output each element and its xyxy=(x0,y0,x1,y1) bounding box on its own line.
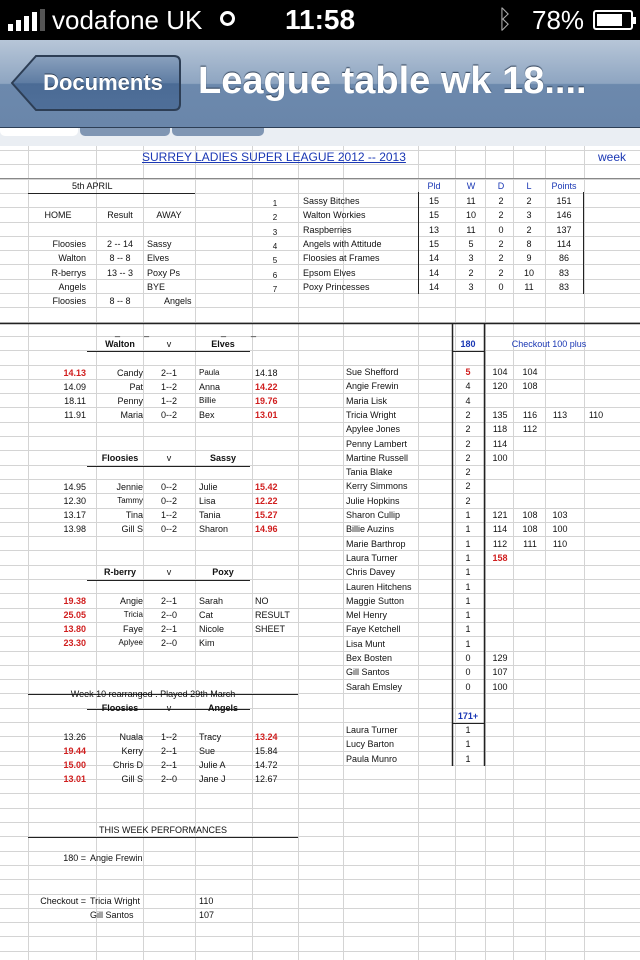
home-average: 19.38 xyxy=(63,595,86,606)
navigation-bar xyxy=(0,40,640,128)
week-label: week xyxy=(598,150,627,164)
stats-180-count: 1 xyxy=(465,638,471,649)
stats-player: Julie Hopkins xyxy=(346,495,400,506)
stats-180-count: 2 xyxy=(465,438,471,449)
away-player: Julie A xyxy=(199,760,226,771)
away-player: Sarah xyxy=(199,595,224,606)
away-average: NO xyxy=(255,595,269,606)
match-score: 2--1 xyxy=(160,760,177,771)
stats-171-player: Laura Turner xyxy=(346,725,398,735)
home-average: 14.95 xyxy=(63,481,86,492)
stats-checkout: 104 xyxy=(492,367,508,377)
away-player: Lisa xyxy=(199,495,216,506)
away-player: Tracy xyxy=(199,731,222,742)
away-player: Billie xyxy=(199,396,216,406)
stats-180-header: 180 xyxy=(460,339,476,349)
stats-player: Lauren Hitchens xyxy=(346,581,412,592)
stats-180-count: 1 xyxy=(465,581,471,592)
away-average: SHEET xyxy=(255,624,286,635)
league-header: Pld xyxy=(427,181,441,191)
league-stat: 114 xyxy=(556,238,572,249)
match-home: Floosies xyxy=(101,453,139,463)
league-position: 2 xyxy=(272,213,278,223)
match-score: 0--2 xyxy=(160,524,177,535)
home-player: Tina xyxy=(125,510,143,521)
fixture-result: 2 -- 14 xyxy=(106,239,133,249)
performance-checkout-name: Tricia Wright xyxy=(90,896,141,906)
away-average: 14.96 xyxy=(255,524,278,535)
home-average: 23.30 xyxy=(63,638,86,649)
league-stat: 14 xyxy=(428,281,439,292)
match-score: 1--2 xyxy=(160,381,177,392)
stats-checkout: 135 xyxy=(492,409,508,420)
stats-180-count: 2 xyxy=(465,452,471,463)
league-header: D xyxy=(497,181,505,191)
league-stat: 2 xyxy=(526,196,532,206)
fixture-home: Floosies xyxy=(52,296,86,307)
away-average: 13.24 xyxy=(255,731,278,742)
stats-checkout: 108 xyxy=(522,381,538,392)
spreadsheet[interactable] xyxy=(0,146,640,960)
fixtures-header: Result xyxy=(107,210,133,220)
sheet-tabs xyxy=(0,128,640,146)
away-player: Sharon xyxy=(199,524,229,535)
stats-player: Martine Russell xyxy=(346,452,409,463)
battery-icon xyxy=(593,10,633,30)
league-team: Poxy Princesses xyxy=(303,281,370,292)
fixtures-date: 5th APRIL xyxy=(72,181,113,191)
stats-player: Billie Auzins xyxy=(346,524,395,535)
league-stat: 11 xyxy=(466,196,476,206)
stats-checkout: 113 xyxy=(552,409,568,420)
league-header: L xyxy=(526,181,532,191)
stats-player: Mel Henry xyxy=(346,610,388,621)
league-stat: 151 xyxy=(556,196,572,206)
stats-180-count: 1 xyxy=(465,624,471,635)
league-team: Sassy Bitches xyxy=(303,196,360,206)
stats-player: Bex Bosten xyxy=(346,653,393,663)
league-header: W xyxy=(466,181,476,191)
stats-checkout: 100 xyxy=(492,681,508,692)
stats-player: Kerry Simmons xyxy=(346,481,408,492)
league-stat: 2 xyxy=(498,196,504,206)
home-player: Nuala xyxy=(119,731,143,742)
stats-180-count: 1 xyxy=(465,538,471,549)
match-score: 2--0 xyxy=(160,638,177,649)
match-home: Walton xyxy=(105,339,135,349)
match-score: 0--2 xyxy=(160,481,177,492)
home-player: Maria xyxy=(120,410,143,421)
stats-180-count: 2 xyxy=(465,467,471,478)
stats-player: Angie Frewin xyxy=(346,381,399,392)
home-player: Penny xyxy=(117,396,143,407)
league-team: Angels with Attitude xyxy=(303,238,382,249)
stats-171-player: Paula Munro xyxy=(346,753,398,764)
league-stat: 3 xyxy=(468,281,474,292)
match-away: Angels xyxy=(207,703,238,713)
league-stat: 0 xyxy=(498,281,504,292)
fixtures-header: AWAY xyxy=(156,210,182,220)
fixture-away: Elves xyxy=(147,253,170,264)
away-player: Bex xyxy=(199,410,215,421)
stats-checkout: 104 xyxy=(522,367,538,377)
stats-checkout: 116 xyxy=(522,409,538,420)
stats-checkout: 158 xyxy=(492,552,508,563)
signal-icon xyxy=(8,9,45,31)
stats-player: Sharon Cullip xyxy=(346,510,401,520)
league-stat: 10 xyxy=(465,210,476,221)
stats-checkout-header: Checkout 100 plus xyxy=(511,339,587,349)
league-team: Epsom Elves xyxy=(303,267,356,278)
dash: _ xyxy=(115,327,121,337)
home-average: 13.80 xyxy=(63,624,86,635)
league-header: Points xyxy=(551,181,577,191)
stats-checkout: 111 xyxy=(523,538,537,549)
stats-180-count: 0 xyxy=(465,653,471,663)
league-stat: 83 xyxy=(558,267,569,278)
home-average: 12.30 xyxy=(63,495,86,506)
clock: 11:58 xyxy=(285,4,356,35)
match-v: v xyxy=(166,453,172,463)
stats-checkout: 110 xyxy=(552,538,568,549)
status-bar xyxy=(0,0,640,40)
away-average: 14.22 xyxy=(255,381,278,392)
stats-checkout: 120 xyxy=(492,381,508,392)
stats-171-count: 1 xyxy=(465,725,471,735)
match-score: 2--1 xyxy=(160,367,177,378)
home-average: 13.98 xyxy=(63,524,86,535)
league-stat: 13 xyxy=(428,224,439,235)
match-score: 2--1 xyxy=(160,595,177,606)
stats-180-count: 2 xyxy=(465,409,471,420)
stats-180-count: 2 xyxy=(465,481,471,492)
league-stat: 15 xyxy=(428,196,439,206)
fixture-home: Angels xyxy=(58,281,86,292)
match-score: 2--1 xyxy=(160,745,177,756)
fixture-away: Sassy xyxy=(147,239,172,249)
match-home: Floosies xyxy=(101,703,139,713)
stats-180-count: 1 xyxy=(465,552,471,563)
league-stat: 11 xyxy=(524,281,534,292)
stats-171-header: 171+ xyxy=(457,711,479,721)
league-stat: 10 xyxy=(523,267,534,278)
away-average: 12.67 xyxy=(255,774,278,785)
match-away: Poxy xyxy=(212,567,234,577)
away-average: 13.01 xyxy=(255,410,278,421)
home-player: Jennie xyxy=(116,481,143,492)
stats-checkout: 121 xyxy=(492,510,508,520)
league-stat: 15 xyxy=(428,210,439,221)
match-score: 1--2 xyxy=(160,396,177,407)
home-player: Kerry xyxy=(121,745,143,756)
match-v: v xyxy=(166,703,172,713)
match-score: 1--2 xyxy=(160,510,177,521)
home-player: Faye xyxy=(122,624,143,635)
stats-player: Tania Blake xyxy=(346,467,393,478)
league-stat: 2 xyxy=(498,238,504,249)
home-player: Candy xyxy=(116,367,143,378)
stats-player: Marie Barthrop xyxy=(346,538,406,549)
home-average: 14.09 xyxy=(63,381,86,392)
match-score: 2--0 xyxy=(160,609,177,620)
stats-player: Maggie Sutton xyxy=(346,595,405,606)
document-title: League table wk 18.... xyxy=(198,60,587,102)
stats-180-count: 2 xyxy=(465,424,471,435)
away-average: 15.27 xyxy=(255,510,278,521)
league-stat: 2 xyxy=(498,210,504,221)
league-stat: 14 xyxy=(428,267,439,278)
away-player: Anna xyxy=(199,381,221,392)
home-player: Pat xyxy=(129,381,143,392)
match-note: Week 10 rearranged . Played 29th March xyxy=(70,689,236,699)
sheet-title: SURREY LADIES SUPER LEAGUE 2012 -- 2013 xyxy=(142,150,406,164)
league-stat: 2 xyxy=(498,267,504,278)
fixture-result: 13 -- 3 xyxy=(106,267,133,278)
dash: _ xyxy=(251,327,257,337)
stats-player: Tricia Wright xyxy=(346,409,397,420)
away-player: Paula xyxy=(199,367,220,377)
fixture-away: Poxy Ps xyxy=(147,267,181,278)
performances-title: THIS WEEK PERFORMANCES xyxy=(98,825,227,835)
performance-checkout-name: Gill Santos xyxy=(90,910,134,921)
league-position: 4 xyxy=(272,241,278,251)
league-stat: 5 xyxy=(468,238,474,249)
stats-player: Gill Santos xyxy=(346,667,390,678)
bluetooth-icon: ᛒ xyxy=(497,4,513,34)
league-position: 3 xyxy=(272,227,278,237)
fixture-result: 8 -- 8 xyxy=(109,296,131,307)
match-home: R-berry xyxy=(103,567,136,577)
fixtures-header: HOME xyxy=(44,210,72,220)
stats-171-player: Lucy Barton xyxy=(346,739,395,750)
league-position: 1 xyxy=(272,199,278,208)
stats-checkout: 112 xyxy=(522,424,538,435)
away-average: 19.76 xyxy=(255,396,278,407)
away-player: Julie xyxy=(199,481,218,492)
stats-180-count: 4 xyxy=(465,395,471,406)
stats-checkout: 103 xyxy=(552,510,568,520)
match-score: 0--2 xyxy=(160,495,177,506)
back-button[interactable] xyxy=(10,54,182,112)
away-average: 12.22 xyxy=(255,495,278,506)
league-stat: 14 xyxy=(428,253,439,264)
stats-180-count: 0 xyxy=(465,681,471,692)
league-stat: 3 xyxy=(468,253,474,264)
stats-player: Sarah Emsley xyxy=(346,681,403,692)
stats-checkout: 107 xyxy=(492,667,508,678)
away-player: Kim xyxy=(199,638,215,649)
stats-180-count: 4 xyxy=(465,381,471,392)
home-average: 25.05 xyxy=(63,609,86,620)
home-average: 18.11 xyxy=(64,396,86,407)
home-player: Chris D xyxy=(112,760,143,771)
stats-180-count: 1 xyxy=(465,595,471,606)
league-stat: 83 xyxy=(558,281,569,292)
away-average: 14.18 xyxy=(255,367,278,378)
away-player: Nicole xyxy=(199,624,225,635)
stats-player: Chris Davey xyxy=(346,567,396,578)
home-average: 13.26 xyxy=(63,731,86,742)
match-score: 0--2 xyxy=(160,410,177,421)
league-stat: 3 xyxy=(526,210,532,221)
stats-180-count: 5 xyxy=(465,367,471,377)
stats-171-count: 1 xyxy=(465,753,471,764)
stats-180-count: 1 xyxy=(465,510,471,520)
away-average: 15.84 xyxy=(255,745,278,756)
stats-checkout: 108 xyxy=(522,524,538,535)
match-score: 2--0 xyxy=(160,774,177,785)
league-stat: 2 xyxy=(498,253,504,264)
stats-player: Penny Lambert xyxy=(346,438,408,449)
home-player: Tammy xyxy=(117,495,143,505)
sheet-tab-1[interactable] xyxy=(0,128,78,136)
stats-player: Apylee Jones xyxy=(346,424,401,435)
stats-checkout: 110 xyxy=(588,409,604,420)
home-player: Angie xyxy=(119,595,143,606)
stats-checkout: 100 xyxy=(552,524,568,535)
home-player: Aplyee xyxy=(118,638,143,648)
league-position: 6 xyxy=(272,270,278,280)
match-score: 2--1 xyxy=(160,624,177,635)
fixture-away: BYE xyxy=(147,281,166,292)
match-v: v xyxy=(166,567,172,577)
stats-checkout: 100 xyxy=(492,452,508,463)
stats-180-count: 1 xyxy=(465,567,471,578)
league-stat: 9 xyxy=(526,253,532,264)
stats-180-count: 1 xyxy=(465,610,471,621)
fixture-home: R-berrys xyxy=(51,267,86,278)
match-score: 1--2 xyxy=(160,731,177,742)
stats-171-count: 1 xyxy=(465,739,471,750)
dash: _ xyxy=(221,327,227,337)
away-average: 15.42 xyxy=(255,481,278,492)
battery-percent: 78% xyxy=(532,5,585,35)
away-average: RESULT xyxy=(255,609,290,620)
away-average: 14.72 xyxy=(255,760,278,771)
league-stat: 0 xyxy=(498,224,504,235)
stats-player: Maria Lisk xyxy=(346,395,388,406)
performance-180-name: Angie Frewin xyxy=(90,853,143,863)
home-player: Tricia xyxy=(123,609,143,619)
performance-180-label: 180 = xyxy=(63,853,86,863)
stats-player: Laura Turner xyxy=(346,552,398,563)
performance-checkout-value: 110 xyxy=(199,896,214,906)
home-average: 11.91 xyxy=(64,410,86,421)
stats-checkout: 112 xyxy=(492,538,508,549)
home-average: 13.01 xyxy=(63,774,86,785)
activity-icon xyxy=(220,11,235,26)
back-button-label: Documents xyxy=(43,70,163,95)
league-team: Floosies at Frames xyxy=(303,253,380,264)
league-stat: 137 xyxy=(556,224,572,235)
stats-checkout: 114 xyxy=(492,524,508,535)
carrier-name: vodafone UK xyxy=(52,5,203,35)
league-team: Walton Workies xyxy=(303,210,366,221)
match-away: Elves xyxy=(211,339,235,349)
away-player: Tania xyxy=(199,510,221,521)
stats-checkout: 114 xyxy=(492,438,508,449)
league-stat: 8 xyxy=(526,238,532,249)
stats-checkout: 129 xyxy=(492,653,508,663)
stats-checkout: 118 xyxy=(492,424,508,435)
away-player: Cat xyxy=(199,609,214,620)
stats-180-count: 1 xyxy=(465,524,471,535)
league-position: 5 xyxy=(272,256,278,266)
away-player: Sue xyxy=(199,745,216,756)
home-average: 19.44 xyxy=(63,745,86,756)
stats-180-count: 0 xyxy=(465,667,471,678)
league-stat: 2 xyxy=(468,267,474,278)
fixture-away: Angels xyxy=(164,296,192,307)
match-v: v xyxy=(166,339,172,349)
league-team: Raspberries xyxy=(303,224,352,235)
stats-player: Faye Ketchell xyxy=(346,624,401,635)
league-stat: 15 xyxy=(428,238,439,249)
sheet-tab-3[interactable] xyxy=(172,128,264,136)
away-player: Jane J xyxy=(199,774,226,785)
league-stat: 2 xyxy=(526,224,532,235)
league-position: 7 xyxy=(272,284,278,294)
home-player: Gill S xyxy=(121,524,143,535)
performance-checkout-value: 107 xyxy=(199,910,215,921)
home-average: 13.17 xyxy=(63,510,86,521)
league-stat: 146 xyxy=(556,210,572,221)
home-player: Gill S xyxy=(121,774,143,785)
fixture-result: 8 -- 8 xyxy=(109,253,131,264)
league-stat: 86 xyxy=(558,253,569,264)
performance-checkout-label: Checkout = xyxy=(40,896,86,906)
stats-180-count: 2 xyxy=(465,495,471,506)
match-away: Sassy xyxy=(209,453,237,463)
dash: _ xyxy=(144,327,150,337)
stats-player: Lisa Munt xyxy=(346,638,386,649)
fixture-home: Floosies xyxy=(52,239,86,249)
sheet-tab-2[interactable] xyxy=(80,128,170,136)
home-average: 15.00 xyxy=(63,760,86,771)
fixture-home: Walton xyxy=(58,253,86,264)
home-average: 14.13 xyxy=(63,367,86,378)
stats-checkout: 108 xyxy=(522,510,538,520)
league-stat: 11 xyxy=(466,224,476,235)
stats-player: Sue Shefford xyxy=(346,367,399,377)
